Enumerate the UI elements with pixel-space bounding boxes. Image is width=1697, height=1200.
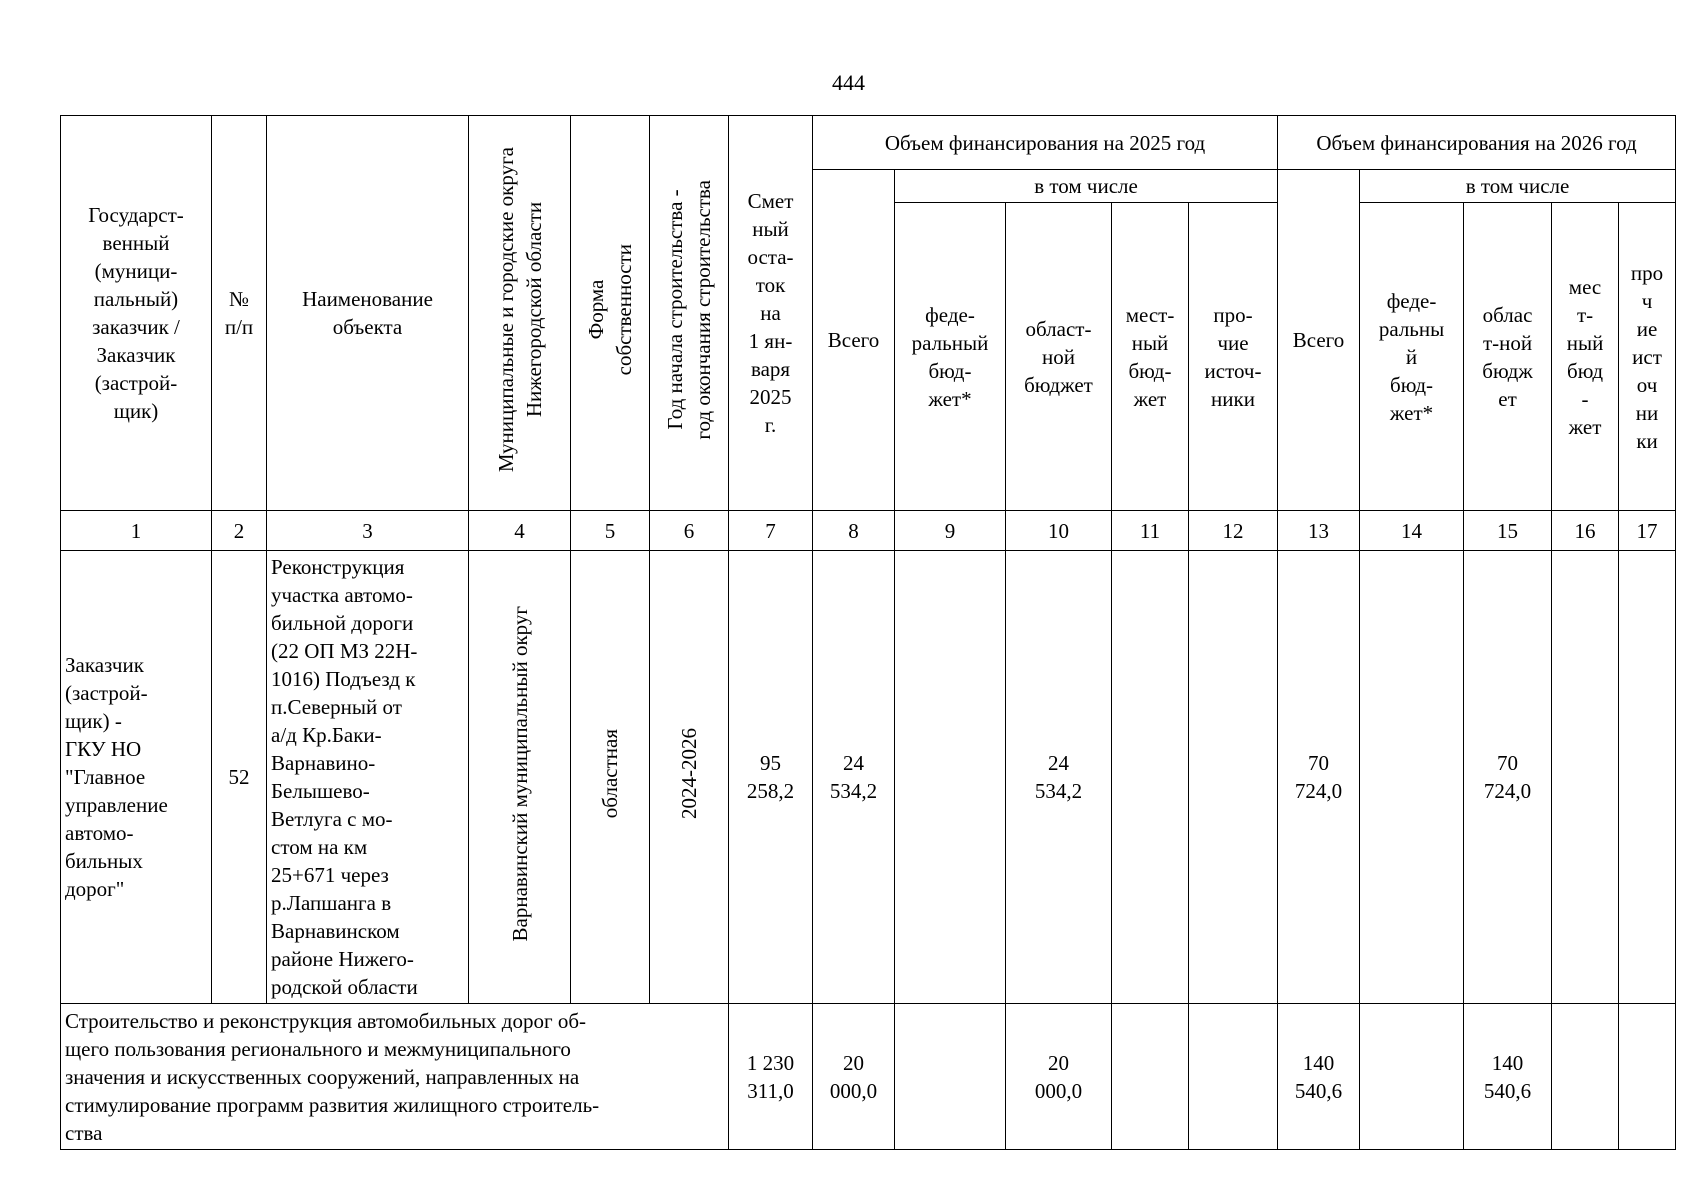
header-object-name: Наименование объекта	[267, 116, 469, 511]
row-years	[650, 551, 729, 1004]
column-number-row	[61, 511, 1676, 551]
summary-estimate: 1 230 311,0	[729, 1004, 813, 1150]
row-federal-2025	[895, 551, 1006, 1004]
summary-regional-2025: 20 000,0	[1006, 1004, 1112, 1150]
row-regional-2026: 70 724,0	[1464, 551, 1552, 1004]
column-number: 6	[650, 511, 729, 551]
column-number: 1	[61, 511, 212, 551]
summary-local-2025	[1112, 1004, 1189, 1150]
column-number: 13	[1278, 511, 1360, 551]
column-number: 7	[729, 511, 813, 551]
header-number: № п/п	[212, 116, 267, 511]
row-ownership-text: областная	[598, 728, 622, 819]
header-fin-2025: Объем финансирования на 2025 год	[813, 116, 1278, 170]
row-number: 52	[212, 551, 267, 1004]
row-local-2026	[1552, 551, 1619, 1004]
row-local-2025	[1112, 551, 1189, 1004]
column-number: 2	[212, 511, 267, 551]
header-municipal-text: Муниципальные и городские округа Нижегородской области	[493, 146, 546, 473]
column-number: 8	[813, 511, 895, 551]
column-number: 16	[1552, 511, 1619, 551]
header-customer: Государст- венный (муници- пальный) заказчик / Заказчик (застрой- щик)	[61, 116, 212, 511]
page-number: 444	[832, 70, 865, 95]
header-total-2025: Всего	[813, 170, 895, 511]
header-estimate: Смет ный оста- ток на 1 ян- варя 2025 г.	[729, 116, 813, 511]
header-other-2025: про- чие источ- ники	[1189, 203, 1278, 511]
header-row-1	[61, 116, 1676, 170]
row-federal-2026	[1360, 551, 1464, 1004]
column-number: 10	[1006, 511, 1112, 551]
row-other-2026	[1619, 551, 1676, 1004]
row-other-2025	[1189, 551, 1278, 1004]
summary-row	[61, 1004, 1676, 1150]
column-number: 5	[571, 511, 650, 551]
row-ownership	[571, 551, 650, 1004]
column-number: 17	[1619, 511, 1676, 551]
header-including-2026: в том числе	[1360, 170, 1676, 203]
row-regional-2025: 24 534,2	[1006, 551, 1112, 1004]
header-local-2025: мест- ный бюд- жет	[1112, 203, 1189, 511]
summary-federal-2025	[895, 1004, 1006, 1150]
row-total-2025: 24 534,2	[813, 551, 895, 1004]
header-ownership	[571, 116, 650, 511]
financing-table	[60, 115, 1676, 1150]
header-regional-2026: облас т-ной бюдж ет	[1464, 203, 1552, 511]
row-municipal	[469, 551, 571, 1004]
summary-total-2026: 140 540,6	[1278, 1004, 1360, 1150]
header-total-2026: Всего	[1278, 170, 1360, 511]
row-object-name: Реконструкция участка автомо- бильной дороги (22 ОП МЗ 22Н- 1016) Подъезд к п.Северный от а/д Кр.Баки- Варнавино- Белышево- Ветлуга с мо- стом на км 25+671 через р.Лапшанга в Варнавинском районе Нижего- родской области	[267, 551, 469, 1004]
header-regional-2025: област- ной бюджет	[1006, 203, 1112, 511]
column-number: 11	[1112, 511, 1189, 551]
header-federal-2025: феде- ральный бюд- жет*	[895, 203, 1006, 511]
column-number: 4	[469, 511, 571, 551]
header-years-text: Год начала строительства - год окончания строительства	[663, 179, 715, 440]
column-number: 15	[1464, 511, 1552, 551]
header-federal-2026: феде- ральны й бюд- жет*	[1360, 203, 1464, 511]
header-fin-2026: Объем финансирования на 2026 год	[1278, 116, 1676, 170]
row-years-text: 2024-2026	[677, 728, 701, 819]
summary-other-2026	[1619, 1004, 1676, 1150]
summary-total-2025: 20 000,0	[813, 1004, 895, 1150]
summary-local-2026	[1552, 1004, 1619, 1150]
column-number: 14	[1360, 511, 1464, 551]
header-municipal	[469, 116, 571, 511]
summary-other-2025	[1189, 1004, 1278, 1150]
header-local-2026: мес т- ный бюд - жет	[1552, 203, 1619, 511]
table-row	[61, 551, 1676, 1004]
row-municipal-text: Варнавинский муниципальный округ	[507, 605, 532, 942]
column-number: 9	[895, 511, 1006, 551]
row-customer: Заказчик (застрой- щик) - ГКУ НО "Главное управление автомо- бильных дорог"	[61, 551, 212, 1004]
summary-regional-2026: 140 540,6	[1464, 1004, 1552, 1150]
summary-federal-2026	[1360, 1004, 1464, 1150]
header-ownership-text: Форма собственности	[584, 243, 636, 376]
header-years	[650, 116, 729, 511]
header-other-2026: про ч ие ист оч ни ки	[1619, 203, 1676, 511]
header-including-2025: в том числе	[895, 170, 1278, 203]
summary-label: Строительство и реконструкция автомобильных дорог об- щего пользования регионального и межмуниципального значения и искусственных сооружений, направленных на стимулирование программ развития жилищного строитель- ства	[61, 1004, 729, 1150]
row-estimate: 95 258,2	[729, 551, 813, 1004]
column-number: 3	[267, 511, 469, 551]
column-number: 12	[1189, 511, 1278, 551]
row-total-2026: 70 724,0	[1278, 551, 1360, 1004]
